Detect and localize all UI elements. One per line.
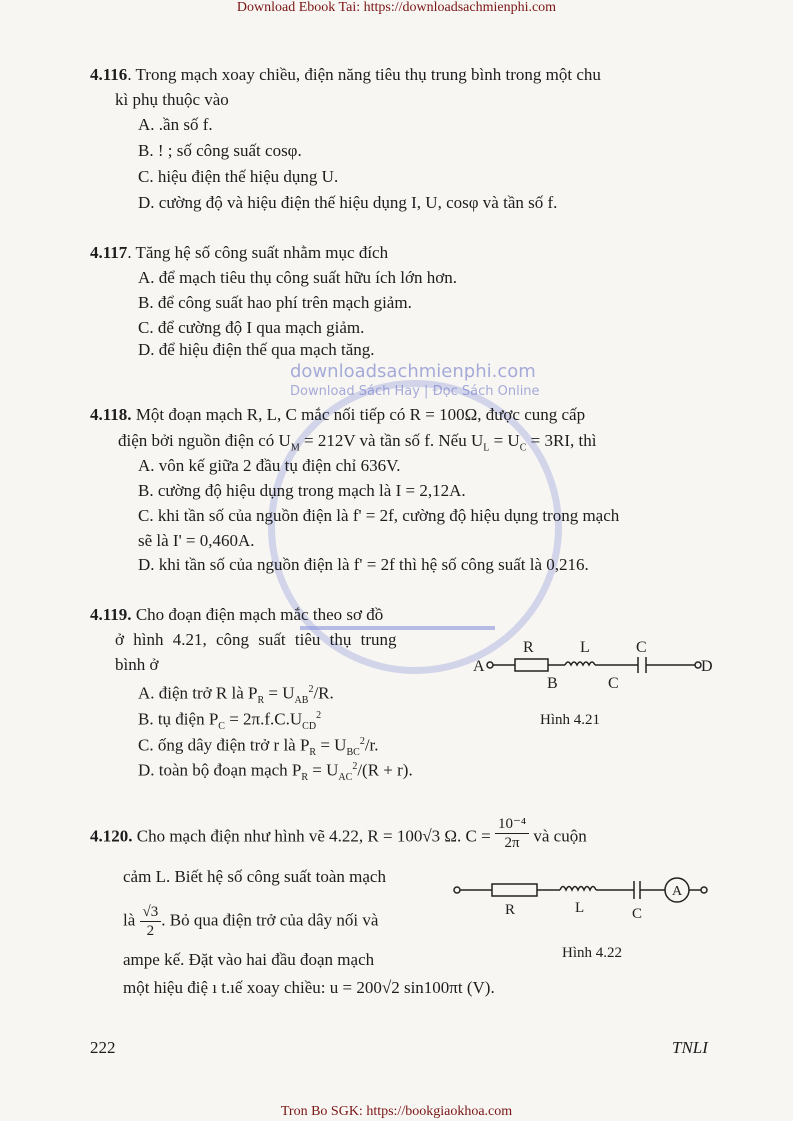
label-L: L	[575, 900, 585, 916]
label-C: C	[632, 906, 643, 922]
option-a: A. vôn kế giữa 2 đầu tụ điện chỉ 636V.	[138, 456, 401, 475]
option-b: B. cường độ hiệu dụng trong mạch là I = 2,12A.	[138, 481, 466, 500]
figure-caption: Hình 4.22	[562, 945, 622, 961]
label-B: B	[547, 675, 558, 692]
question-4-120: 4.120. Cho mạch điện như hình vẽ 4.22, R = 100√3 Ω. C = $\frac{\text{10⁻⁴}}{2\pi}$ và cuộn	[90, 816, 587, 851]
question-text: một hiệu điệ ı t.ıế xoay chiều: u = 200√2 sin100πt (V).	[123, 978, 495, 997]
question-4-117: 4.117. Tăng hệ số công suất nhằm mục đích	[90, 243, 389, 262]
question-text: điện bởi nguồn điện có $U_M = 212V$ và tần số f. Nếu $U_L = U_C = 3RI$, thì	[118, 431, 597, 454]
watermark-site: downloadsachmienphi.com	[290, 361, 536, 382]
watermark-tagline: Download Sách Hay | Đọc Sách Online	[290, 384, 540, 399]
option-c-cont: sẽ là I' = 0,460A.	[138, 531, 255, 550]
option-c: C. hiệu điện thế hiệu dụng U.	[138, 167, 339, 186]
question-4-116: 4.116. Trong mạch xoay chiều, điện năng tiêu thụ trung bình trong một chu	[90, 65, 601, 84]
option-d: D. cường độ và hiệu điện thế hiệu dụng I, U, cosφ và tần số f.	[138, 193, 558, 212]
page-mark: TNLI	[672, 1038, 708, 1057]
question-text: ở hình 4.21, công suất tiêu thụ trung	[115, 630, 397, 649]
option-a: A. .ần số f.	[138, 115, 213, 134]
circuit-figure-4-22	[445, 870, 715, 930]
option-a: A. điện trở R là $P_R = U_{AB}^2/R$.	[138, 683, 334, 707]
label-A: A	[473, 658, 485, 675]
option-d: D. để hiệu điện thế qua mạch tăng.	[138, 340, 375, 359]
option-c: C. để cường độ I qua mạch giảm.	[138, 318, 365, 337]
question-text: cảm L. Biết hệ số công suất toàn mạch	[123, 867, 386, 886]
label-C-node: C	[608, 675, 619, 692]
page-number: 222	[90, 1038, 116, 1057]
question-text: là $\frac{√3}{2}$ . Bỏ qua điện trở của dây nối và	[123, 904, 379, 939]
option-d: D. toàn bộ đoạn mạch $P_R = U_{AC}^2/(R + r)$.	[138, 760, 413, 784]
question-text: ampe kế. Đặt vào hai đầu đoạn mạch	[123, 950, 375, 969]
label-L: L	[580, 639, 590, 656]
option-c: C. khi tần số của nguồn điện là f' = 2f, cường độ hiệu dụng trong mạch	[138, 506, 620, 525]
question-text: kì phụ thuộc vào	[115, 90, 229, 109]
question-4-118: 4.118. Một đoạn mạch R, L, C mắc nối tiếp có R = 100Ω, được cung cấp	[90, 405, 586, 424]
question-4-119: 4.119. Cho đoạn điện mạch mắc theo sơ đồ	[90, 605, 384, 624]
label-R: R	[523, 639, 534, 656]
footer-link[interactable]: Tron Bo SGK: https://bookgiaokhoa.com	[280, 1104, 513, 1119]
option-c: C. ống dây điện trở r là $P_R = U_{BC}^2/r$.	[138, 735, 379, 759]
option-d: D. khi tần số của nguồn điện là f' = 2f thì hệ số công suất là 0,216.	[138, 555, 589, 574]
label-R: R	[505, 902, 516, 918]
option-a: A. để mạch tiêu thụ công suất hữu ích lớn hơn.	[138, 268, 457, 287]
option-b: B. để công suất hao phí trên mạch giảm.	[138, 293, 412, 312]
download-header-link[interactable]: Download Ebook Tai: https://downloadsachmienphi.com	[236, 0, 557, 15]
option-b: B. ! ; số công suất cosφ.	[138, 141, 302, 160]
circuit-figure-4-21	[470, 630, 720, 700]
ammeter-label: A	[672, 884, 683, 899]
label-D: D	[701, 658, 713, 675]
question-text: bình ở	[115, 655, 159, 674]
label-C: C	[636, 639, 647, 656]
figure-caption: Hình 4.21	[540, 712, 600, 728]
option-b: B. tụ điện $P_C = 2\pi.f.C.U_{CD}^2$	[138, 709, 322, 733]
